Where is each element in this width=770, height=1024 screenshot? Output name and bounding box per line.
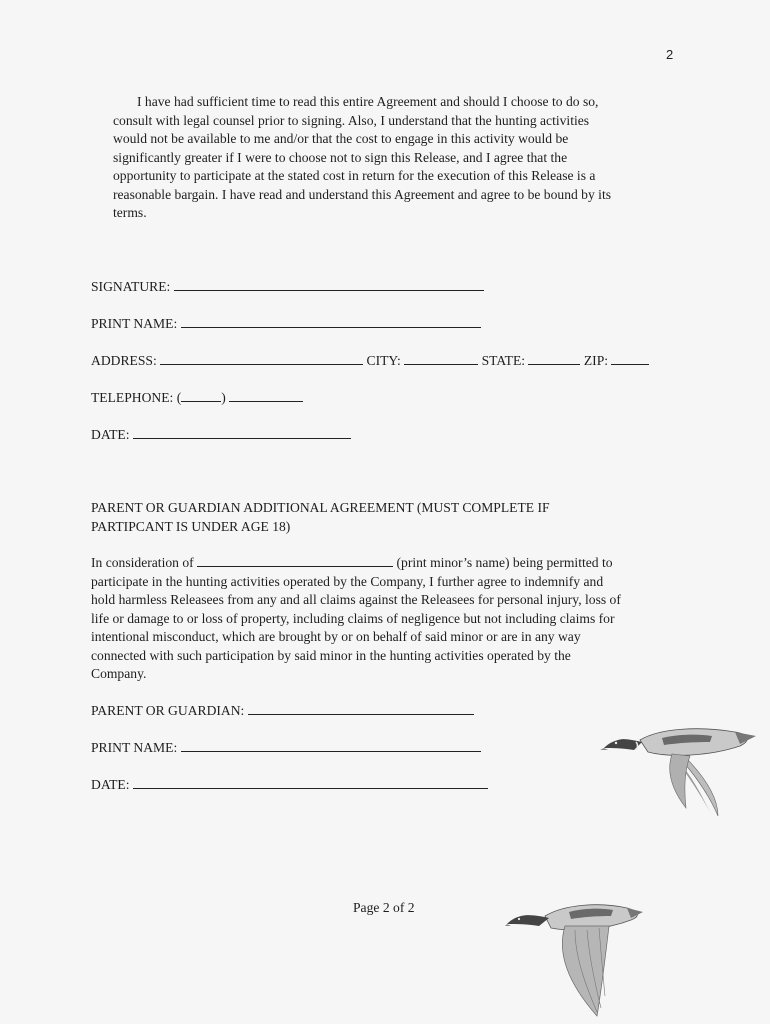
intro-line: significantly greater if I were to choose not to sign this Release, and I agree that the — [113, 149, 568, 165]
telephone-line[interactable] — [229, 389, 303, 402]
state-label: STATE: — [481, 353, 526, 368]
telephone-close-paren: ) — [221, 390, 226, 405]
intro-line: would not be available to me and/or that the cost to engage in this activity would be — [113, 131, 569, 146]
telephone-label: TELEPHONE: ( — [91, 390, 182, 405]
mallard-duck-icon — [505, 896, 645, 1020]
address-field — [91, 352, 649, 370]
intro-line: opportunity to participate at the stated cost in return for the execution of this Release is a — [113, 168, 596, 183]
minor-name-line[interactable] — [197, 554, 393, 567]
consideration-line: participate in the hunting activities operated by the Company, I further agree to indemnify and — [91, 573, 604, 589]
consideration-line: connected with such participation by said minor in the hunting activities operated by the — [91, 647, 571, 663]
intro-line: I have had sufficient time to read this entire Agreement and should I choose to do so, — [137, 94, 599, 109]
consideration-prefix: In consideration of — [91, 555, 194, 570]
consideration-line: life or damage to or loss of property, including claims of negligence but not including claims for — [91, 610, 615, 626]
consideration-paragraph — [91, 554, 691, 684]
guardian-print-name-line[interactable] — [181, 739, 481, 752]
address-line[interactable] — [160, 352, 363, 365]
date-line[interactable] — [133, 426, 351, 439]
print-name-line[interactable] — [181, 315, 481, 328]
area-code-line[interactable] — [181, 389, 221, 402]
signature-line[interactable] — [174, 278, 484, 291]
parent-guardian-field — [91, 702, 474, 720]
guardian-date-line[interactable] — [133, 776, 488, 789]
telephone-field — [91, 389, 303, 407]
address-label: ADDRESS: — [91, 353, 157, 368]
mallard-duck-icon — [600, 712, 760, 822]
consideration-line: hold harmless Releasees from any and all claims against the Releasees for personal injury, loss of — [91, 592, 621, 607]
parent-guardian-label: PARENT OR GUARDIAN: — [91, 703, 245, 718]
zip-label: ZIP: — [583, 353, 609, 368]
intro-line: terms. — [113, 205, 147, 220]
page-number: 2 — [666, 47, 674, 62]
state-line[interactable] — [528, 352, 580, 365]
consideration-line: Company. — [91, 666, 147, 681]
signature-label: SIGNATURE: — [91, 279, 171, 294]
print-name-field — [91, 315, 481, 333]
parent-guardian-line[interactable] — [248, 702, 474, 715]
intro-line: reasonable bargain. I have read and understand this Agreement and agree to be bound by its — [113, 186, 612, 202]
intro-line: consult with legal counsel prior to signing. Also, I understand that the hunting activities — [113, 112, 590, 128]
zip-line[interactable] — [611, 352, 649, 365]
city-line[interactable] — [404, 352, 478, 365]
guardian-heading — [91, 499, 550, 536]
guardian-print-name-label: PRINT NAME: — [91, 740, 178, 755]
consideration-suffix: (print minor’s name) being permitted to — [396, 555, 613, 570]
consideration-line: intentional misconduct, which are brought by or on behalf of said minor or are in any way — [91, 629, 581, 644]
guardian-heading-line: PARENT OR GUARDIAN ADDITIONAL AGREEMENT (MUST COMPLETE IF — [91, 500, 550, 515]
guardian-date-label: DATE: — [91, 777, 130, 792]
date-label: DATE: — [91, 427, 130, 442]
date-field — [91, 426, 351, 444]
print-name-label: PRINT NAME: — [91, 316, 178, 331]
consideration-first-line — [91, 554, 691, 573]
guardian-date-field — [91, 776, 488, 794]
guardian-print-name-field — [91, 739, 481, 757]
city-label: CITY: — [366, 353, 401, 368]
intro-paragraph — [113, 93, 683, 223]
signature-field — [91, 278, 484, 296]
page-footer: Page 2 of 2 — [353, 900, 415, 915]
guardian-heading-line: PARTIPCANT IS UNDER AGE 18) — [91, 518, 291, 534]
